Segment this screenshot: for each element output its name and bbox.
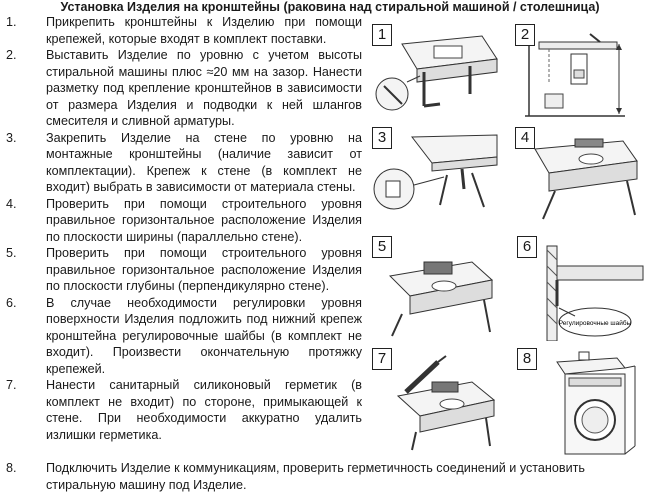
step-3 (0, 130, 362, 196)
figure-number: 6 (517, 236, 537, 258)
step-number: 5. (6, 246, 17, 260)
page-title: Установка Изделия на кронштейны (раковина над стиральной машиной / столешница) (60, 0, 600, 14)
step-8 (0, 460, 660, 493)
figure-number: 7 (372, 348, 392, 370)
figure-5 (372, 236, 502, 341)
step-number: 6. (6, 295, 17, 310)
figure-8 (517, 348, 645, 456)
step-text: Подключить Изделие к коммуникациям, проверить герметичность соединений и установить стиральную машину под Изделие. (46, 461, 585, 492)
figure-number: 2 (515, 24, 535, 46)
figure-3 (372, 127, 502, 227)
step-number: 4. (6, 196, 17, 211)
step-6 (0, 295, 362, 378)
figure-6 (517, 236, 645, 341)
steps-list (0, 14, 362, 443)
step-text: В случае необходимости регулировки уровня поверхности Изделия подложить под нижний крепеж кронштейна регулировочные шайбы (в комплект не входит). Произвести окончательную протяжку крепежей. (46, 295, 362, 376)
step-number: 1. (6, 15, 17, 29)
figure-number: 5 (372, 236, 392, 258)
step-text: Закрепить Изделие на стене по уровню на монтажные кронштейны (наличие зависит от комплектации). Крепеж к стене (в комплект не входит) выбрать в зависимости от материала стены. (46, 130, 362, 194)
step-4 (0, 196, 362, 246)
step-7 (0, 377, 362, 443)
step-text: Проверить при помощи строительного уровня правильное горизонтальное расположение Изделия по плоскости глубины (перпендикулярно стене). (46, 246, 362, 293)
step-5 (0, 245, 362, 295)
step-text: Нанести санитарный силиконовый герметик (в комплект не входит) по стороне, примыкающей к стене. При необходимости аккуратно удалить излишки герметика. (46, 378, 362, 442)
step-1 (0, 14, 362, 47)
figure-2 (515, 24, 630, 124)
figure-4 (515, 127, 645, 227)
figure-number: 1 (372, 24, 392, 46)
figure-number: 8 (517, 348, 537, 370)
washers-caption: Регулировочные шайбы (558, 320, 632, 327)
figure-1 (372, 24, 502, 124)
figure-7 (372, 348, 502, 453)
step-text: Проверить при помощи строительного уровня правильное горизонтальное расположение Изделия по плоскости ширины (параллельно стене). (46, 196, 362, 244)
step-text: Выставить Изделие по уровню с учетом высоты стиральной машины плюс ≈20 мм на зазор. Нанести разметку под крепление кронштейнов в зависимости от размера Изделия и подводки к ней шлангов смесителя и сливной арматуры. (46, 48, 362, 128)
figure-number: 4 (515, 127, 535, 149)
step-number: 2. (6, 48, 17, 62)
step-text: Прикрепить кронштейны к Изделию при помощи крепежей, которые входят в комплект поставки. (46, 15, 362, 46)
step-2 (0, 47, 362, 130)
figure-number: 3 (372, 127, 392, 149)
step-number: 3. (6, 130, 17, 145)
step-number: 7. (6, 378, 17, 392)
step-number: 8. (6, 461, 17, 475)
